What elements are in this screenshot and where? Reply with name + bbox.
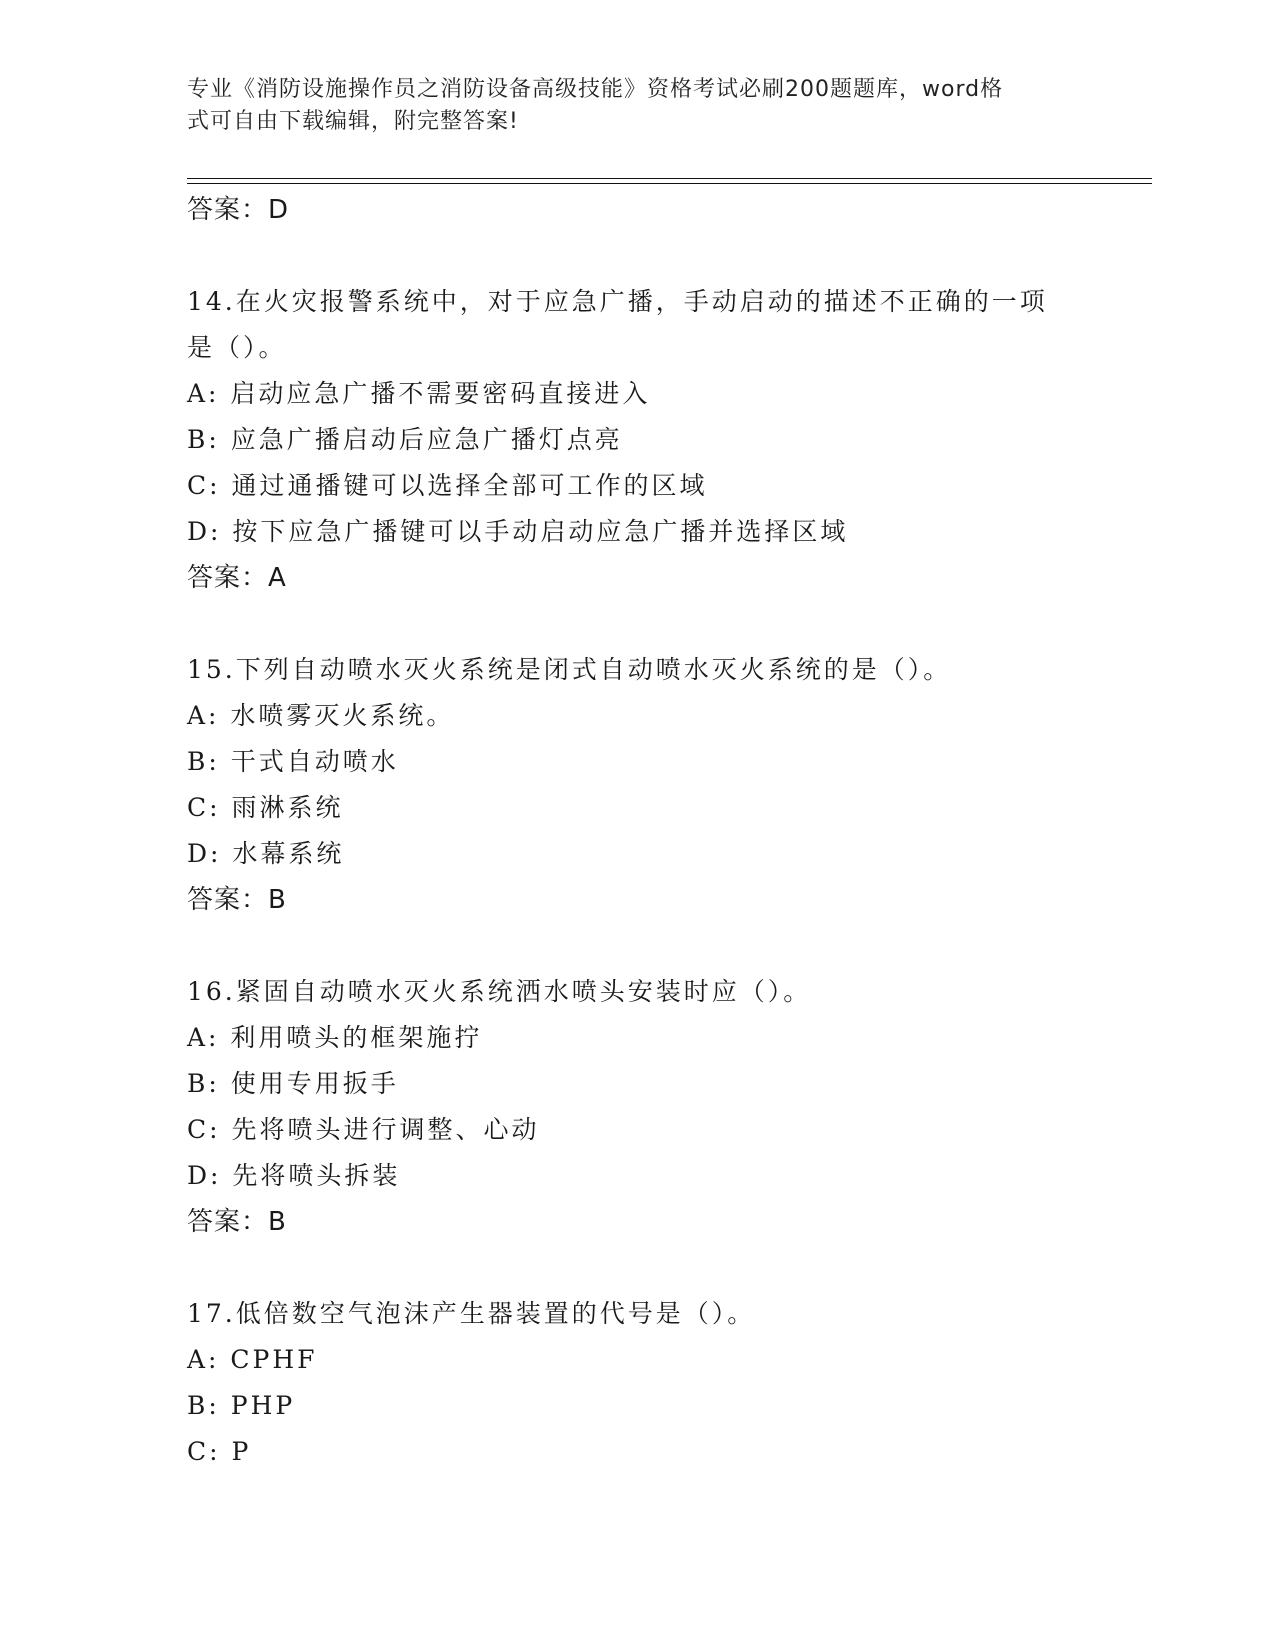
spacer — [187, 1245, 1152, 1291]
answer-line: 答案：A — [187, 563, 287, 593]
option-c: C: 雨淋系统 — [187, 793, 344, 822]
answer-line: 答案：B — [187, 885, 287, 915]
header-divider-top — [187, 178, 1152, 179]
question-stem-continued: 是（）。 — [187, 333, 287, 362]
answer-line: 答案：D — [187, 195, 290, 225]
header-divider-bottom — [187, 183, 1152, 184]
answer-line: 答案：B — [187, 1207, 287, 1237]
option-c: C: 先将喷头进行调整、心动 — [187, 1115, 540, 1144]
question-stem: 16.紧固自动喷水灭火系统洒水喷头安装时应（）。 — [187, 977, 812, 1006]
option-b: B: 使用专用扳手 — [187, 1069, 399, 1098]
option-a: A: 利用喷头的框架施拧 — [187, 1023, 483, 1052]
option-b: B: 应急广播启动后应急广播灯点亮 — [187, 425, 623, 454]
spacer — [187, 233, 1152, 279]
header-line-2: 式可自由下载编辑，附完整答案! — [187, 109, 519, 134]
question-stem: 14.在火灾报警系统中，对于应急广播，手动启动的描述不正确的一项 — [187, 287, 1048, 316]
option-a: A: 水喷雾灭火系统。 — [187, 701, 455, 730]
spacer — [187, 923, 1152, 969]
question-list — [187, 187, 1152, 1475]
question-block — [187, 1291, 1152, 1475]
header-line-1: 专业《消防设施操作员之消防设备高级技能》资格考试必刷200题题库，word格 — [187, 77, 1004, 102]
question-stem: 15.下列自动喷水灭火系统是闭式自动喷水灭火系统的是（）。 — [187, 655, 952, 684]
question-block — [187, 647, 1152, 923]
option-b: B: PHP — [187, 1391, 296, 1420]
question-stem: 17.低倍数空气泡沫产生器装置的代号是（）。 — [187, 1299, 756, 1328]
option-a: A: CPHF — [187, 1345, 318, 1374]
option-c: C: 通过通播键可以选择全部可工作的区域 — [187, 471, 708, 500]
question-block — [187, 279, 1152, 601]
option-a: A: 启动应急广播不需要密码直接进入 — [187, 379, 651, 408]
option-b: B: 干式自动喷水 — [187, 747, 399, 776]
option-c: C: P — [187, 1437, 252, 1466]
option-d: D: 先将喷头拆装 — [187, 1161, 401, 1190]
spacer — [187, 601, 1152, 647]
question-block — [187, 969, 1152, 1245]
option-d: D: 按下应急广播键可以手动启动应急广播并选择区域 — [187, 517, 849, 546]
option-d: D: 水幕系统 — [187, 839, 345, 868]
document-header — [187, 74, 1067, 138]
